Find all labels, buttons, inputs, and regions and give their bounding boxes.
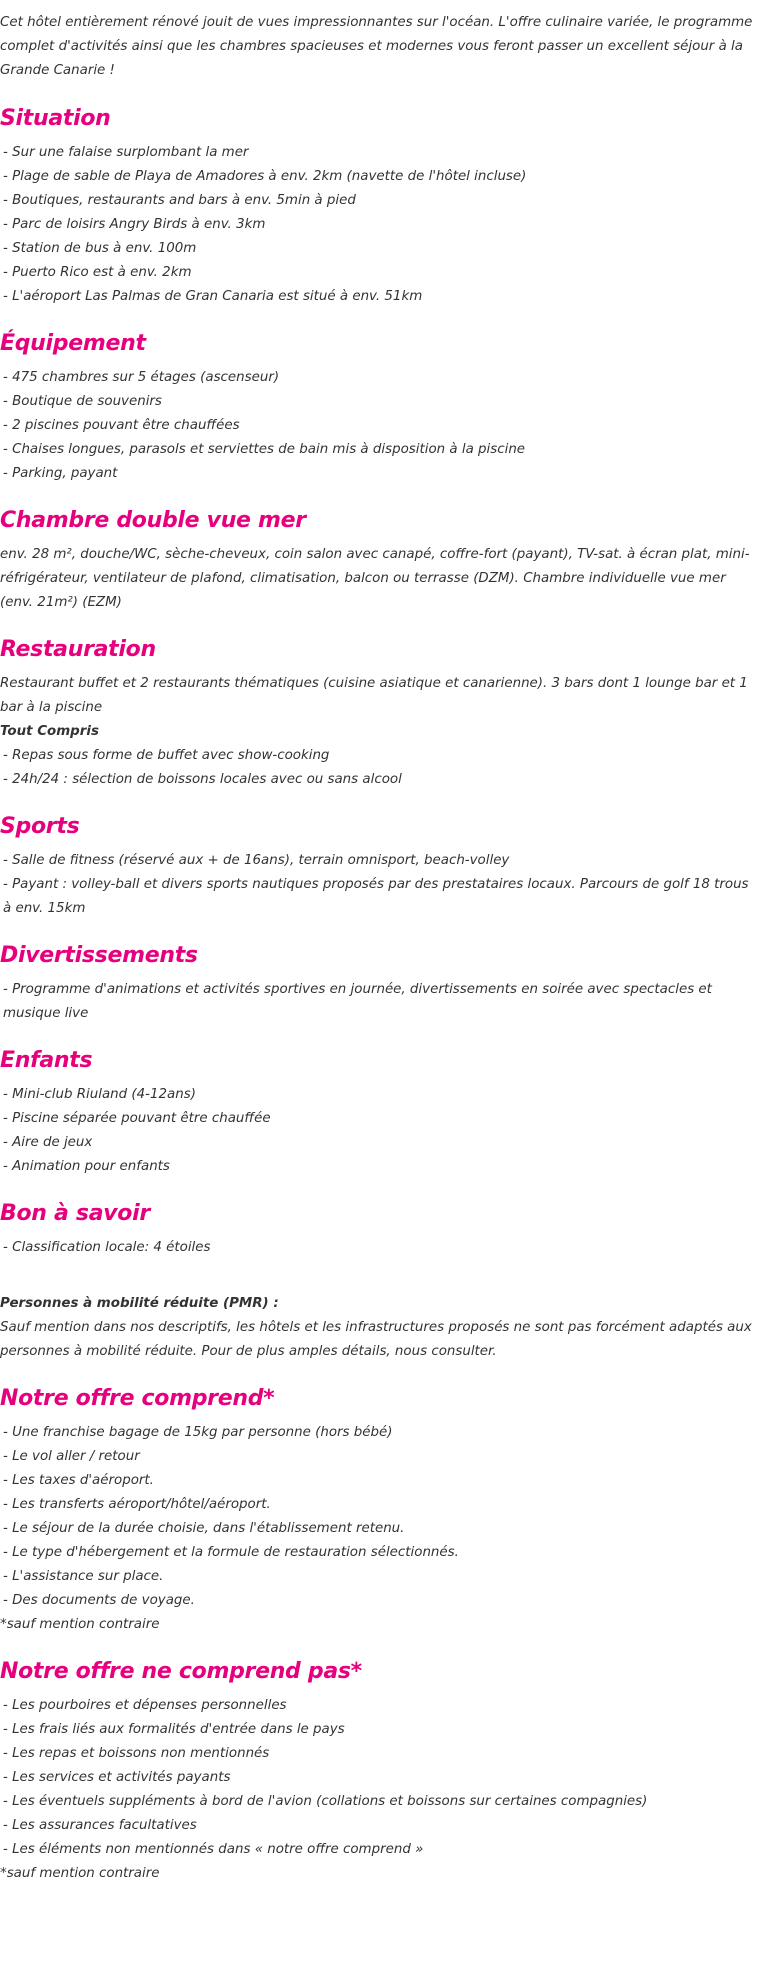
section-chambre <box>0 506 758 615</box>
restauration-text: Restaurant buffet et 2 restaurants thématiques (cuisine asiatique et canarienne). 3 bars dont 1 lounge bar et 1 bar à la piscine <box>0 676 748 715</box>
list-item: - L'assistance sur place. <box>3 1569 164 1584</box>
list-item: - Boutiques, restaurants and bars à env. 5min à pied <box>3 193 356 208</box>
offre-ne-comprend-pas-heading: Notre offre ne comprend pas* <box>0 1659 362 1684</box>
list-item: - Le séjour de la durée choisie, dans l'établissement retenu. <box>3 1521 405 1536</box>
list-item: - Le vol aller / retour <box>3 1449 140 1464</box>
list-item: - Puerto Rico est à env. 2km <box>3 265 192 280</box>
sports-list <box>0 849 758 921</box>
divertissements-heading: Divertissements <box>0 943 198 968</box>
list-item: - 475 chambres sur 5 étages (ascenseur) <box>3 370 280 385</box>
list-item: - Les repas et boissons non mentionnés <box>3 1746 270 1761</box>
sports-heading: Sports <box>0 814 80 839</box>
section-pmr <box>0 1292 758 1364</box>
list-item: - Les frais liés aux formalités d'entrée dans le pays <box>3 1722 345 1737</box>
offre-ne-comprend-pas-note: *sauf mention contraire <box>0 1866 160 1881</box>
list-item: - Le type d'hébergement et la formule de restauration sélectionnés. <box>3 1545 459 1560</box>
list-item: - Boutique de souvenirs <box>3 394 162 409</box>
section-situation <box>0 104 758 309</box>
pmr-heading: Personnes à mobilité réduite (PMR) : <box>0 1296 279 1311</box>
section-offre-ne-comprend-pas <box>0 1657 758 1886</box>
section-divertissements <box>0 941 758 1026</box>
tout-compris-label: Tout Compris <box>0 724 99 739</box>
section-restauration <box>0 635 758 792</box>
bon-a-savoir-heading: Bon à savoir <box>0 1201 150 1226</box>
divertissements-list <box>0 978 758 1026</box>
list-item: - Les éventuels suppléments à bord de l'avion (collations et boissons sur certaines compagnies) <box>3 1794 648 1809</box>
equipement-heading: Équipement <box>0 331 146 356</box>
pmr-text: Sauf mention dans nos descriptifs, les hôtels et les infrastructures proposés ne sont pas forcément adaptés aux personnes à mobilité réduite. Pour de plus amples détails, nous consulter. <box>0 1320 752 1359</box>
list-item: - Les assurances facultatives <box>3 1818 197 1833</box>
list-item: - Parking, payant <box>3 466 118 481</box>
list-item: - Des documents de voyage. <box>3 1593 195 1608</box>
list-item: - Les éléments non mentionnés dans « notre offre comprend » <box>3 1842 424 1857</box>
list-item: - Classification locale: 4 étoiles <box>3 1240 211 1255</box>
list-item: - Chaises longues, parasols et serviettes de bain mis à disposition à la piscine <box>3 442 526 457</box>
section-offre-comprend <box>0 1384 758 1637</box>
list-item: - 2 piscines pouvant être chauffées <box>3 418 240 433</box>
list-item: - Repas sous forme de buffet avec show-cooking <box>3 748 330 763</box>
list-item: - Les taxes d'aéroport. <box>3 1473 154 1488</box>
intro-text: Cet hôtel entièrement rénové jouit de vues impressionnantes sur l'océan. L'offre culinaire variée, le programme complet d'activités ainsi que les chambres spacieuses et modernes vous feront passer un excellent séjour à la Grande Canarie ! <box>0 15 753 78</box>
list-item: - Aire de jeux <box>3 1135 93 1150</box>
list-item: - Salle de fitness (réservé aux + de 16ans), terrain omnisport, beach-volley <box>3 853 510 868</box>
enfants-heading: Enfants <box>0 1048 93 1073</box>
situation-list <box>0 141 758 309</box>
list-item: - 24h/24 : sélection de boissons locales avec ou sans alcool <box>3 772 402 787</box>
bon-a-savoir-list <box>0 1236 758 1260</box>
list-item: - Payant : volley-ball et divers sports nautiques proposés par des prestataires locaux. Parcours de golf 18 trous à env. 15km <box>3 877 749 916</box>
section-enfants <box>0 1046 758 1179</box>
offre-comprend-note: *sauf mention contraire <box>0 1617 160 1632</box>
list-item: - Mini-club Riuland (4-12ans) <box>3 1087 196 1102</box>
list-item: - Animation pour enfants <box>3 1159 170 1174</box>
list-item: - L'aéroport Las Palmas de Gran Canaria est situé à env. 51km <box>3 289 423 304</box>
list-item: - Les services et activités payants <box>3 1770 231 1785</box>
list-item: - Parc de loisirs Angry Birds à env. 3km <box>3 217 266 232</box>
offre-ne-comprend-pas-list <box>0 1694 758 1862</box>
enfants-list <box>0 1083 758 1179</box>
list-item: - Sur une falaise surplombant la mer <box>3 145 249 160</box>
list-item: - Station de bus à env. 100m <box>3 241 197 256</box>
section-equipement <box>0 329 758 486</box>
hotel-description <box>0 11 758 1886</box>
list-item: - Piscine séparée pouvant être chauffée <box>3 1111 271 1126</box>
section-sports <box>0 812 758 921</box>
list-item: - Une franchise bagage de 15kg par personne (hors bébé) <box>3 1425 393 1440</box>
section-bon-a-savoir <box>0 1199 758 1260</box>
restauration-heading: Restauration <box>0 637 156 662</box>
list-item: - Les pourboires et dépenses personnelles <box>3 1698 287 1713</box>
situation-heading: Situation <box>0 106 111 131</box>
chambre-text: env. 28 m², douche/WC, sèche-cheveux, coin salon avec canapé, coffre-fort (payant), TV-sat. à écran plat, mini-réfrigérateur, ventilateur de plafond, climatisation, balcon ou terrasse (DZM). Chambre individuelle vue mer (env. 21m²) (EZM) <box>0 547 750 610</box>
offre-comprend-list <box>0 1421 758 1613</box>
equipement-list <box>0 366 758 486</box>
offre-comprend-heading: Notre offre comprend* <box>0 1386 275 1411</box>
chambre-heading: Chambre double vue mer <box>0 508 306 533</box>
list-item: - Programme d'animations et activités sportives en journée, divertissements en soirée avec spectacles et musique live <box>3 982 712 1021</box>
list-item: - Les transferts aéroport/hôtel/aéroport. <box>3 1497 271 1512</box>
restauration-list <box>0 744 758 792</box>
list-item: - Plage de sable de Playa de Amadores à env. 2km (navette de l'hôtel incluse) <box>3 169 527 184</box>
